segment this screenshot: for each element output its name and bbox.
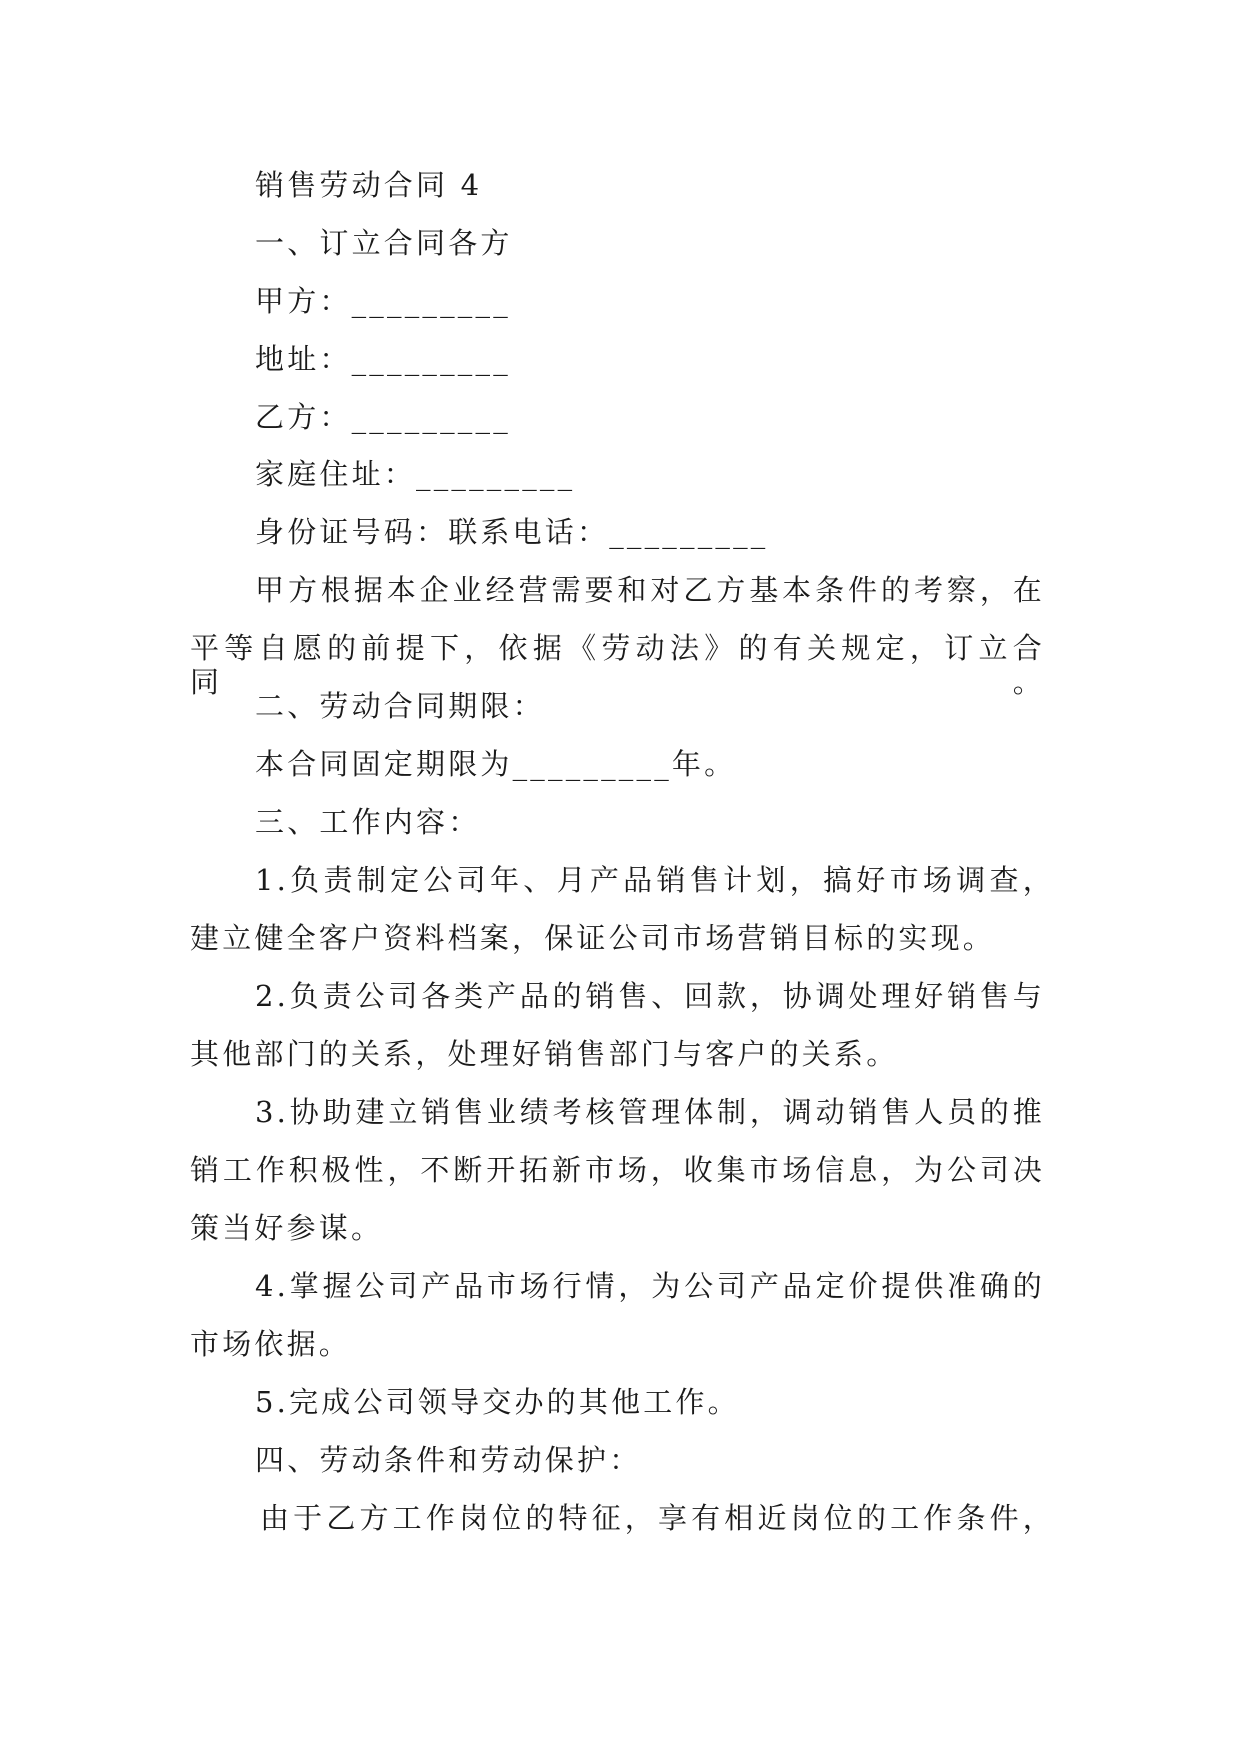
paragraph-line: 市场依据。: [190, 1327, 352, 1361]
text-line: 地址：_________: [255, 342, 511, 376]
section-heading: 四、劳动条件和劳动保护：: [255, 1443, 642, 1477]
paragraph-line: 4.掌握公司产品市场行情，为公司产品定价提供准确的: [255, 1269, 1045, 1303]
paragraph-line: 甲方根据本企业经营需要和对乙方基本条件的考察，在: [255, 573, 1045, 607]
text-line: 身份证号码：联系电话：_________: [255, 515, 769, 549]
document-title: 销售劳动合同 4: [255, 168, 483, 202]
paragraph-line: 其他部门的关系，处理好销售部门与客户的关系。: [190, 1037, 899, 1071]
paragraph-line: 3.协助建立销售业绩考核管理体制，调动销售人员的推: [255, 1095, 1045, 1129]
text-line: 家庭住址：_________: [255, 457, 576, 491]
text-line: 乙方：_________: [255, 400, 511, 434]
text-line: 甲方：_________: [255, 284, 511, 318]
section-heading: 一、订立合同各方: [255, 226, 513, 260]
paragraph-line: 2.负责公司各类产品的销售、回款，协调处理好销售与: [255, 979, 1045, 1013]
text-line: 本合同固定期限为_________年。: [255, 747, 737, 781]
section-heading: 二、劳动合同期限：: [255, 689, 545, 723]
paragraph-line: 平等自愿的前提下，依据《劳动法》的有关规定，订立合同。: [190, 631, 1045, 699]
paragraph-line: 建立健全客户资料档案，保证公司市场营销目标的实现。: [190, 921, 996, 955]
paragraph-line: 销工作积极性，不断开拓新市场，收集市场信息，为公司决: [190, 1153, 1045, 1187]
paragraph-line: 策当好参谋。: [190, 1211, 384, 1245]
paragraph-line: 5.完成公司领导交办的其他工作。: [255, 1385, 740, 1419]
section-heading: 三、工作内容：: [255, 805, 481, 839]
paragraph-line: 1.负责制定公司年、月产品销售计划，搞好市场调查，: [255, 863, 1055, 897]
paragraph-line: 由于乙方工作岗位的特征，享有相近岗位的工作条件，: [260, 1501, 1055, 1535]
